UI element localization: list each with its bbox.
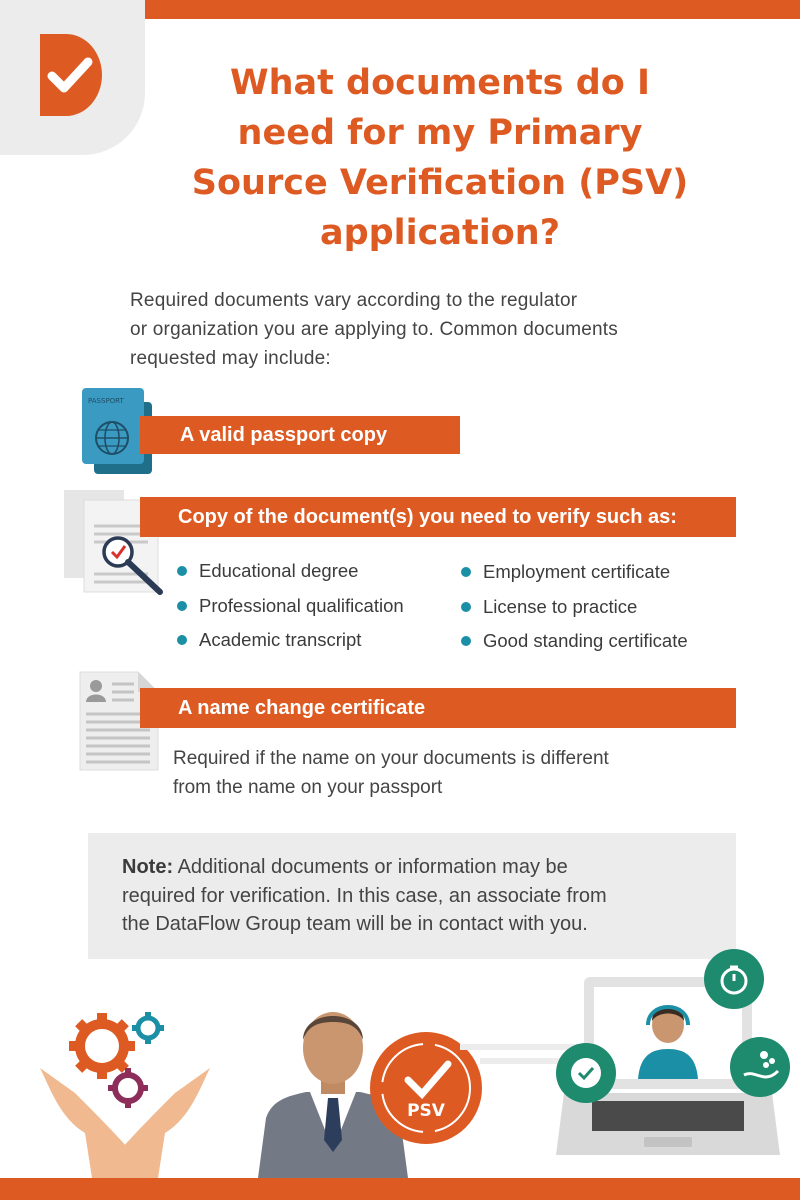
documents-heading: Copy of the document(s) you need to verify such as: [140, 497, 736, 537]
svg-text:PASSPORT: PASSPORT [88, 397, 124, 405]
svg-text:PSV: PSV [407, 1101, 445, 1121]
logo-check-icon [40, 34, 102, 116]
top-accent-bar [145, 0, 800, 19]
list-item: Academic transcript [177, 629, 404, 664]
list-item: Educational degree [177, 560, 404, 595]
list-item: License to practice [461, 596, 688, 631]
page-title: What documents do I need for my Primary Source Verification (PSV) application? [191, 63, 689, 253]
bottom-accent-bar [0, 1178, 800, 1200]
intro-text: Required documents vary according to the regulator or organization you are applying to. Common documents requested may include: [130, 290, 618, 369]
passport-heading: A valid passport copy [140, 416, 460, 454]
list-item: Professional qualification [177, 595, 404, 630]
list-item: Employment certificate [461, 561, 688, 596]
list-item: Good standing certificate [461, 630, 688, 665]
laptop-support-icon [552, 945, 800, 1170]
gears-hands-icon [30, 1008, 220, 1180]
name-change-description: Required if the name on your documents is different from the name on your passport [173, 748, 609, 798]
document-list-left [177, 560, 404, 664]
note-text: Note: Additional documents or information may be required for verification. In this case, an associate from the DataFlow Group team will be in contact with you. [122, 856, 607, 935]
name-change-heading: A name change certificate [140, 688, 736, 728]
document-list-right [461, 561, 688, 665]
